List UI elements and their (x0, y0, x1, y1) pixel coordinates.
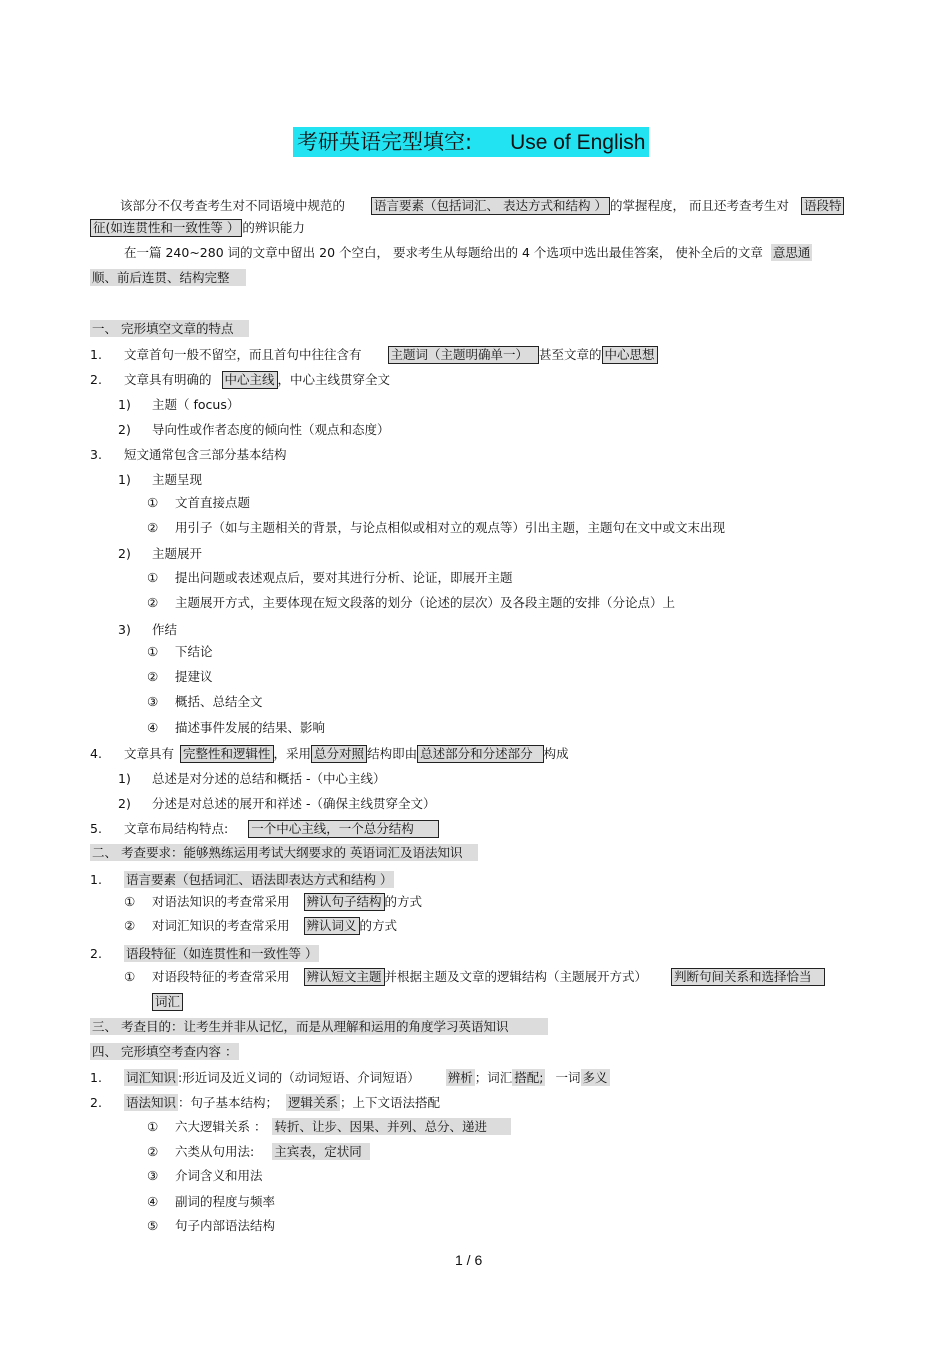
item-number: 1. (90, 347, 102, 362)
sub-text: 描述事件发展的结果、影响 (175, 720, 326, 735)
s1-item-1 (90, 345, 658, 364)
sub-text: 下结论 (175, 644, 213, 659)
item-text: 文章首句一般不留空，而且首句中往往含有 (124, 347, 362, 362)
s1-item-3-sub-2-c2 (147, 593, 675, 612)
s2-item-1-c1 (124, 892, 422, 911)
item-text: ；上下文语法搭配 (340, 1095, 441, 1110)
s1-item-3-sub-3-c1 (147, 642, 213, 661)
item-number: 4. (90, 746, 102, 761)
s4-item-2 (90, 1093, 440, 1112)
item-text: ，采用 (273, 746, 312, 761)
s1-item-2 (90, 370, 390, 389)
s2-item-2 (90, 944, 319, 963)
highlight-topic: 辨认短文主题 (304, 968, 385, 986)
circle-number: ④ (147, 1194, 159, 1209)
section-3-heading (90, 1017, 548, 1036)
highlight-sentence-relations: 判断句间关系和选择恰当 (671, 968, 825, 986)
section-2-heading (90, 843, 478, 862)
circle-number: ③ (147, 1168, 159, 1183)
s1-item-3-sub-3-c4 (147, 718, 325, 737)
s1-item-2-sub-1 (118, 395, 239, 414)
sub-number: 2) (118, 422, 131, 437)
sub-text: 概括、总结全文 (175, 694, 263, 709)
sub-text: 主题（ focus） (152, 397, 240, 412)
s1-item-3-sub-3 (118, 620, 177, 639)
item-number: 2. (90, 946, 102, 961)
highlight-paragraph-features: 语段特 (801, 197, 845, 215)
sub-text: 六大逻辑关系 ： (175, 1119, 267, 1134)
sub-text: 的方式 (359, 918, 398, 933)
highlight-analysis: 辨析 (447, 1070, 473, 1085)
heading-text: 一、 完形填空文章的特点 (90, 320, 249, 337)
sub-text: 提出问题或表述观点后，要对其进行分析、论证，即展开主题 (175, 570, 513, 585)
intro-line-1 (120, 196, 844, 215)
circle-number: ② (147, 669, 159, 684)
highlight-logic: 逻辑关系 (288, 1095, 339, 1110)
item-text: 文章具有 (124, 746, 175, 761)
highlight-word-meaning: 辨认词义 (304, 917, 360, 935)
sub-number: 3) (118, 622, 131, 637)
highlight-language-elements: 语言要素（包括词汇、语法即表达方式和结构 ） (126, 872, 393, 887)
s2-item-2-c1 (124, 967, 825, 986)
item-text: ；词汇 (474, 1070, 513, 1085)
circle-number: ② (124, 918, 136, 933)
highlight-polysemy: 多义 (582, 1070, 608, 1085)
sub-number: 1) (118, 771, 131, 786)
circle-number: ① (147, 570, 159, 585)
s1-item-3-sub-1-c2 (147, 518, 725, 537)
circle-number: ② (147, 1144, 159, 1159)
s4-item-1 (90, 1068, 610, 1087)
sub-text: 并根据主题及文章的逻辑结构（主题展开方式） (384, 969, 648, 984)
circle-number: ① (124, 894, 136, 909)
sub-text: 对语法知识的考查常采用 (152, 894, 290, 909)
highlight-grammar: 语法知识 (126, 1095, 177, 1110)
highlight-main-line: 中心主线 (222, 371, 278, 389)
intro-text: 的辨识能力 (242, 220, 305, 235)
page-title (293, 127, 649, 157)
circle-number: ② (147, 595, 159, 610)
s1-item-3-sub-3-c3 (147, 692, 263, 711)
s1-item-3-sub-1-c1 (147, 493, 250, 512)
sub-text: 总述是对分述的总结和概括 -（中心主线） (152, 771, 386, 786)
circle-number: ③ (147, 694, 159, 709)
highlight-theme-word: 主题词（主题明确单一） (388, 346, 540, 364)
sub-text: 副词的程度与频率 (175, 1194, 276, 1209)
section-4-heading (90, 1042, 239, 1061)
sub-text: 的方式 (384, 894, 423, 909)
sub-number: 2) (118, 796, 131, 811)
intro-text: 该部分不仅考查考生对不同语境中规范的 (120, 198, 346, 213)
intro-line-4 (90, 268, 246, 287)
item-text: 短文通常包含三部分基本结构 (124, 447, 287, 462)
highlight-layout: 一个中心主线，一个总分结构 (248, 820, 439, 838)
circle-number: ④ (147, 720, 159, 735)
highlight-central-idea: 中心思想 (602, 346, 658, 364)
sub-number: 1) (118, 397, 131, 412)
item-text: 文章布局结构特点: (124, 821, 229, 836)
heading-text: 三、 考查目的：让考生并非从记忆，而是从理解和运用的角度学习英语知识 (90, 1018, 548, 1035)
sub-text: 对语段特征的考查常采用 (152, 969, 290, 984)
item-number: 2. (90, 372, 102, 387)
item-text: :形近词及近义词的（动词短语、介词短语） (178, 1070, 420, 1085)
highlight-total-sub: 总分对照 (311, 745, 367, 763)
sub-text: 提建议 (175, 669, 213, 684)
heading-text: 二、 考查要求：能够熟练运用考试大纲要求的 英语词汇及语法知识 (90, 844, 478, 861)
sub-text: 句子内部语法结构 (175, 1218, 276, 1233)
intro-text: 的掌握程度， 而且还考查考生对 (609, 198, 789, 213)
item-text: 构成 (543, 746, 569, 761)
item-number: 3. (90, 447, 102, 462)
sub-number: 1) (118, 472, 131, 487)
circle-number: ① (124, 969, 136, 984)
s1-item-4-sub-2 (118, 794, 436, 813)
highlight-coherence: 征(如连贯性和一致性等 ） (90, 219, 242, 237)
s1-item-4 (90, 744, 569, 763)
sub-text: 六类从句用法: (175, 1144, 255, 1159)
highlight-vocab: 词汇知识 (126, 1070, 177, 1085)
s4-item-2-c5 (147, 1216, 275, 1235)
intro-text: 在一篇 240~280 词的文章中留出 20 个空白， 要求考生从每题给出的 4 个选项中选出最佳答案， 使补全后的文章 (124, 245, 763, 260)
s1-item-5 (90, 819, 439, 838)
item-number: 1. (90, 872, 102, 887)
title-en: Use of English (510, 131, 646, 154)
highlight-logic-relations: 转折、让步、因果、并列、总分、递进 (272, 1118, 511, 1135)
s2-item-2-c1-cont (152, 992, 183, 1011)
s1-item-4-sub-1 (118, 769, 386, 788)
sub-text: 主题展开 (152, 546, 203, 561)
circle-number: ① (147, 1119, 159, 1134)
item-number: 5. (90, 821, 102, 836)
item-text: 结构即由 (367, 746, 418, 761)
sub-text: 对词汇知识的考查常采用 (152, 918, 290, 933)
sub-text: 分述是对总述的展开和祥述 -（确保主线贯穿全文） (152, 796, 436, 811)
title-cn: 考研英语完型填空: (297, 130, 473, 154)
sub-text: 导向性或作者态度的倾向性（观点和态度） (152, 422, 390, 437)
s1-item-3 (90, 445, 287, 464)
s4-item-2-c2 (147, 1142, 370, 1161)
item-number: 1. (90, 1070, 102, 1085)
circle-number: ① (147, 644, 159, 659)
heading-text: 四、 完形填空考查内容 ： (92, 1044, 238, 1059)
item-text: ，中心主线贯穿全文 (277, 372, 391, 387)
sub-text: 主题呈现 (152, 472, 203, 487)
highlight-clauses: 主宾表，定状同 (272, 1143, 370, 1160)
sub-number: 2) (118, 546, 131, 561)
sub-text: 作结 (152, 622, 178, 637)
s2-item-1 (90, 870, 394, 889)
intro-line-2 (90, 218, 305, 237)
sub-text: 用引子（如与主题相关的背景，与论点相似或相对立的观点等）引出主题，主题句在文中或文末出现 (175, 520, 726, 535)
s2-item-1-c2 (124, 916, 397, 935)
s1-item-3-sub-2 (118, 544, 202, 563)
highlight-language-elements: 语言要素（包括词汇、 表达方式和结构 ） (371, 197, 610, 215)
item-number: 2. (90, 1095, 102, 1110)
item-text: ：句子基本结构； (178, 1095, 279, 1110)
section-1-heading (90, 319, 249, 338)
highlight-structure: 顺、前后连贯、结构完整 (90, 269, 246, 286)
highlight-paragraph-features: 语段特征（如连贯性和一致性等 ） (126, 946, 318, 961)
item-text: 一词 (555, 1070, 581, 1085)
highlight-meaning: 意思通 (772, 245, 811, 260)
highlight-completeness: 完整性和逻辑性 (180, 745, 274, 763)
s4-item-2-c1 (147, 1117, 511, 1136)
s1-item-3-sub-2-c1 (147, 568, 513, 587)
s1-item-2-sub-2 (118, 420, 390, 439)
intro-line-3 (124, 243, 812, 262)
s4-item-2-c3 (147, 1166, 263, 1185)
s4-item-2-c4 (147, 1192, 275, 1211)
item-text: 甚至文章的 (539, 347, 602, 362)
highlight-words: 词汇 (152, 993, 183, 1011)
page-number: 1 / 6 (455, 1252, 483, 1268)
sub-text: 文首直接点题 (175, 495, 251, 510)
sub-text: 主题展开方式，主要体现在短文段落的划分（论述的层次）及各段主题的安排（分论点）上 (175, 595, 676, 610)
circle-number: ⑤ (147, 1218, 159, 1233)
s1-item-3-sub-1 (118, 470, 202, 489)
s1-item-3-sub-3-c2 (147, 667, 213, 686)
highlight-collocation: 搭配; (514, 1070, 544, 1085)
circle-number: ① (147, 495, 159, 510)
highlight-sentence-structure: 辨认句子结构 (304, 893, 385, 911)
circle-number: ② (147, 520, 159, 535)
highlight-parts: 总述部分和分述部分 (417, 745, 544, 763)
sub-text: 介词含义和用法 (175, 1168, 263, 1183)
item-text: 文章具有明确的 (124, 372, 212, 387)
